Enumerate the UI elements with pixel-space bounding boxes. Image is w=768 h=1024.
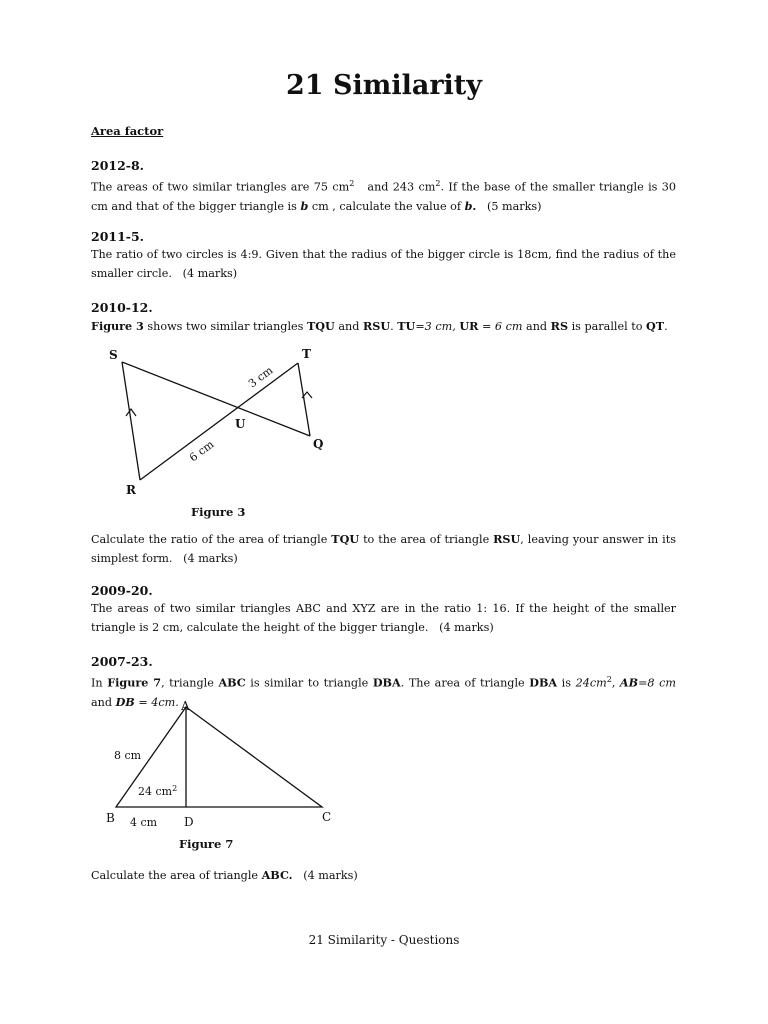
text: Calculate the area of triangle: [91, 869, 259, 882]
length-tu: 3 cm: [245, 363, 276, 391]
area: 24cm: [575, 676, 607, 690]
var: b: [300, 199, 309, 214]
label-r: R: [126, 483, 136, 497]
label-d: D: [184, 815, 194, 829]
sup: 2: [435, 179, 441, 188]
text: to the area of triangle: [363, 533, 490, 546]
label-s: S: [109, 348, 118, 362]
area-value: 24 cm: [138, 785, 173, 798]
tri: DBA: [529, 675, 558, 690]
label-q: Q: [313, 437, 324, 451]
tri: TQU: [331, 532, 360, 546]
question-text: [91, 530, 676, 568]
question-text: [91, 246, 676, 283]
marks: (5 marks): [486, 200, 542, 214]
text: is parallel to: [571, 320, 643, 333]
label-c: C: [322, 810, 332, 824]
text: The ratio of two circles is 4:9. Given that the radius of the bigger circle is 18cm, find the radius of the smaller circle.: [91, 248, 676, 280]
marks: (4 marks): [439, 620, 494, 634]
question-id: 2011-5.: [91, 229, 145, 244]
label: DB: [115, 695, 135, 710]
question-id: 2012-8.: [91, 158, 145, 173]
question-id: 2010-12.: [91, 300, 153, 315]
figure-caption: Figure 3: [191, 505, 246, 519]
area-sup: 2: [172, 784, 178, 793]
label-t: T: [302, 347, 311, 361]
text: The areas of two similar triangles are 75 cm: [91, 180, 350, 194]
figure-3: [100, 342, 340, 502]
marks: (4 marks): [182, 266, 238, 280]
section-heading: Area factor: [91, 124, 164, 138]
text: In: [91, 676, 103, 690]
text: , triangle: [161, 676, 214, 690]
question-text: In Figure 7, triangle ABC is similar to triangle DBA. The area of triangle DBA is $24cm^2$, AB=8 cm and DB = 4cm.: [91, 675, 676, 710]
text: Calculate the ratio of the area of triangle: [91, 533, 328, 546]
val: = 4cm.: [138, 696, 179, 710]
tri: RSU: [493, 532, 521, 546]
sup: 2: [606, 675, 612, 684]
figure-caption: Figure 7: [179, 837, 234, 851]
question-text: [91, 600, 676, 637]
question-id: 2009-20.: [91, 583, 153, 598]
page-footer: 21 Similarity - Questions: [308, 933, 460, 947]
text: shows two similar triangles: [147, 320, 304, 333]
question-text: [91, 175, 676, 217]
line-sr: [122, 362, 140, 480]
figure-ref: Figure 3: [91, 319, 144, 333]
label-a: A: [181, 699, 190, 713]
val: =8 cm: [638, 676, 676, 690]
question-text: Figure 3 shows two similar triangles TQU and RSU. TU=3 cm, UR = 6 cm and RS is parallel to QT.: [91, 319, 668, 333]
var: b.: [464, 199, 477, 214]
text: and 243 cm: [367, 180, 436, 194]
text: . If the base of the smaller triangle is 30 cm and that of the bigger triangle is: [91, 180, 676, 214]
val: =3 cm,: [415, 320, 456, 333]
length-ab: 8 cm: [114, 749, 142, 762]
line-sq: [122, 362, 310, 436]
label-u: U: [235, 417, 246, 431]
text: The areas of two similar triangles ABC and XYZ are in the ratio 1: 16. If the height of the smaller triangle is 2 cm, calculate the height of the bigger triangle.: [91, 602, 676, 634]
figure-7: [100, 696, 340, 836]
marks: (4 marks): [303, 869, 358, 882]
tri: DBA: [372, 675, 401, 690]
text: and: [526, 320, 548, 333]
marks: (4 marks): [183, 551, 238, 565]
label: RS: [550, 319, 569, 333]
label-b: B: [106, 811, 115, 825]
page-title: 21 Similarity: [286, 70, 482, 101]
label: UR: [459, 319, 479, 333]
val: = 6 cm: [481, 320, 523, 333]
text: cm , calculate the value of: [311, 200, 461, 214]
length-bd: 4 cm: [130, 816, 158, 829]
label: QT: [646, 319, 665, 333]
tri: RSU: [362, 319, 391, 333]
question-text: [91, 866, 676, 886]
text: and: [338, 320, 360, 333]
text: is: [561, 676, 571, 690]
parallel-arrow: [126, 409, 136, 416]
text: is similar to triangle: [250, 676, 369, 690]
label: TU: [397, 319, 416, 333]
label: AB: [619, 675, 639, 690]
area-label: [138, 784, 177, 798]
question-id: 2007-23.: [91, 654, 153, 669]
text: . The area of triangle: [400, 676, 525, 690]
text: , leaving your answer in its simplest form.: [91, 533, 676, 565]
tri: TQU: [306, 319, 335, 333]
line-tq: [298, 363, 310, 436]
sup: 2: [349, 179, 355, 188]
tri: ABC.: [261, 868, 293, 882]
figure-ref: Figure 7: [107, 675, 162, 690]
length-ur: 6 cm: [186, 437, 217, 465]
text: and: [91, 696, 113, 710]
tri: ABC: [218, 675, 246, 690]
